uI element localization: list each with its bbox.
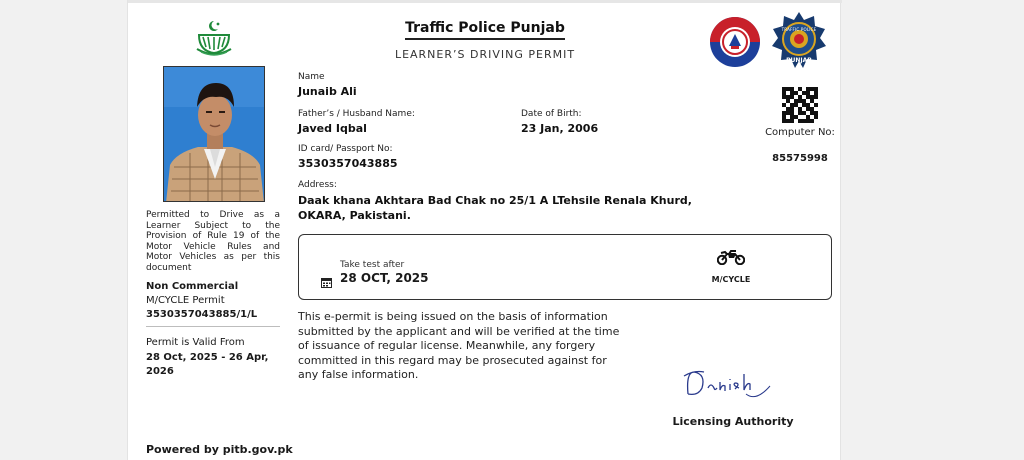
applicant-name: Junaib Ali [298, 85, 357, 98]
valid-range: 28 Oct, 2025 - 26 Apr, 2026 [146, 352, 269, 377]
test-label: Take test after [340, 260, 405, 270]
calendar-icon [321, 273, 332, 292]
permit-number: 3530357043885/1/L [146, 309, 258, 320]
sidebar-divider [146, 326, 280, 327]
name-label: Name [298, 72, 325, 82]
id-number: 3530357043885 [298, 157, 398, 170]
dob-label: Date of Birth: [521, 109, 582, 119]
permit-type: M/CYCLE Permit [146, 295, 225, 306]
applicant-photo [163, 66, 265, 202]
powered-by: Powered by pitb.gov.pk [146, 443, 293, 456]
permit-category: Non Commercial [146, 281, 239, 292]
permit-card [127, 0, 841, 460]
document-subtitle: LEARNER’S DRIVING PERMIT [394, 48, 576, 61]
computer-label: Computer No: [765, 127, 835, 138]
date-of-birth: 23 Jan, 2006 [521, 122, 599, 135]
id-label: ID card/ Passport No: [298, 144, 393, 154]
document-title: Traffic Police Punjab [128, 20, 842, 36]
permission-statement: Permitted to Drive as a Learner Subject to the Provision of Rule 19 of the Motor Vehicle Rules and Motor Vehicles as per this document [146, 210, 280, 273]
test-date: 28 OCT, 2025 [340, 271, 429, 285]
father-label: Father’s / Husband Name: [298, 109, 415, 119]
father-name: Javed Iqbal [298, 122, 367, 135]
vehicle-type: M/CYCLE [711, 275, 751, 284]
computer-number: 85575998 [772, 153, 828, 164]
address-label: Address: [298, 180, 337, 190]
valid-label: Permit is Valid From [146, 337, 245, 348]
disclaimer-text: This e-permit is being issued on the basis of information submitted by the applicant and will be verified at the time of issuance of regular license. Meanwhile, any forgery committed in this regard may be prosecuted against for any false information. [298, 310, 620, 381]
qr-code [782, 87, 818, 123]
police-emblem-icon [709, 16, 761, 72]
signature [680, 364, 780, 408]
address: Daak khana Akhtara Bad Chak no 25/1 A LTehsile Renala Khurd, OKARA, Pakistani. [298, 194, 692, 222]
badge-bottom-text: PUNJAB [786, 57, 812, 64]
motorcycle-icon [717, 249, 745, 269]
badge-top-text: TRAFFIC POLICE [781, 27, 817, 32]
licensing-authority: Licensing Authority [672, 415, 794, 428]
top-border [128, 0, 842, 3]
traffic-police-badge-icon [770, 11, 828, 75]
